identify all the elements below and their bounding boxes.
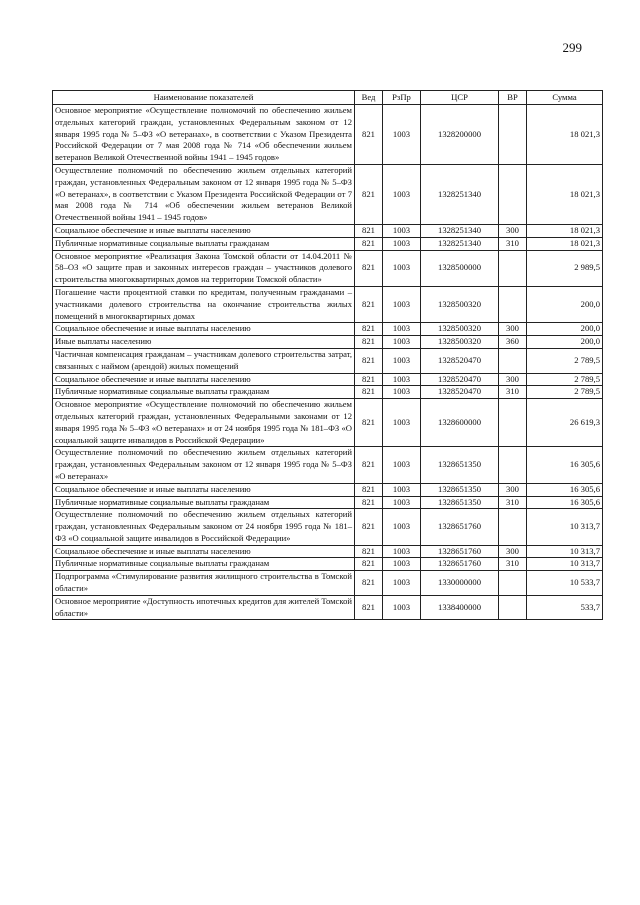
cell-rzpr: 1003	[383, 496, 421, 509]
table-body	[53, 105, 603, 620]
cell-sum: 16 305,6	[527, 447, 603, 483]
cell-ved: 821	[355, 373, 383, 386]
cell-csr: 1328651350	[421, 496, 499, 509]
cell-rzpr: 1003	[383, 483, 421, 496]
cell-csr: 1328500000	[421, 250, 499, 286]
cell-csr: 1328251340	[421, 224, 499, 237]
cell-name: Социальное обеспечение и иные выплаты населению	[53, 224, 355, 237]
cell-sum: 26 619,3	[527, 399, 603, 447]
cell-sum: 2 789,5	[527, 348, 603, 373]
cell-rzpr: 1003	[383, 595, 421, 620]
header-csr: ЦСР	[421, 91, 499, 105]
cell-sum: 533,7	[527, 595, 603, 620]
cell-ved: 821	[355, 286, 383, 322]
cell-sum: 16 305,6	[527, 496, 603, 509]
cell-csr: 1328600000	[421, 399, 499, 447]
cell-name: Публичные нормативные социальные выплаты гражданам	[53, 237, 355, 250]
cell-sum: 2 789,5	[527, 386, 603, 399]
cell-sum: 200,0	[527, 323, 603, 336]
cell-ved: 821	[355, 105, 383, 165]
table-row	[53, 483, 603, 496]
table-row	[53, 105, 603, 165]
cell-ved: 821	[355, 164, 383, 224]
cell-ved: 821	[355, 323, 383, 336]
cell-vr: 300	[499, 373, 527, 386]
table-row	[53, 237, 603, 250]
cell-name: Осуществление полномочий по обеспечению жильем отдельных категорий граждан, установленных Федеральным законом от 12 января 1995 года № 5–ФЗ «О ветеранах», в соответствии с Указом Президента Российской Федерации от 7 мая 2008 года № 714 «Об обеспечении жильем ветеранов Великой Отечественной войны 1941 – 1945 годов»	[53, 164, 355, 224]
cell-name: Основное мероприятие «Реализация Закона Томской области от 14.04.2011 № 58–ОЗ «О защите прав и законных интересов граждан – участников долевого строительства многоквартирных домов на территории Томской области»	[53, 250, 355, 286]
cell-vr	[499, 571, 527, 596]
cell-ved: 821	[355, 399, 383, 447]
cell-sum: 10 313,7	[527, 509, 603, 545]
cell-sum: 200,0	[527, 336, 603, 349]
cell-csr: 1338400000	[421, 595, 499, 620]
cell-rzpr: 1003	[383, 509, 421, 545]
budget-table	[52, 90, 603, 620]
cell-name: Социальное обеспечение и иные выплаты населению	[53, 545, 355, 558]
cell-vr	[499, 164, 527, 224]
cell-rzpr: 1003	[383, 250, 421, 286]
cell-name: Осуществление полномочий по обеспечению жильем отдельных категорий граждан, установленных Федеральным законом от 24 ноября 1995 года № 181–ФЗ «О социальной защите инвалидов в Российской Федерации»	[53, 509, 355, 545]
page-number: 299	[562, 40, 582, 55]
cell-csr: 1328500320	[421, 323, 499, 336]
cell-csr: 1328520470	[421, 373, 499, 386]
cell-name: Социальное обеспечение и иные выплаты населению	[53, 483, 355, 496]
cell-name: Иные выплаты населению	[53, 336, 355, 349]
cell-ved: 821	[355, 224, 383, 237]
header-vr: ВР	[499, 91, 527, 105]
cell-sum: 10 533,7	[527, 571, 603, 596]
cell-sum: 10 313,7	[527, 545, 603, 558]
cell-name: Публичные нормативные социальные выплаты гражданам	[53, 558, 355, 571]
cell-name: Осуществление полномочий по обеспечению жильем отдельных категорий граждан, установленных Федеральным законом от 12 января 1995 года № 5–ФЗ «О ветеранах»	[53, 447, 355, 483]
cell-ved: 821	[355, 545, 383, 558]
table-row	[53, 447, 603, 483]
cell-sum: 2 989,5	[527, 250, 603, 286]
table-row	[53, 496, 603, 509]
cell-rzpr: 1003	[383, 224, 421, 237]
cell-rzpr: 1003	[383, 286, 421, 322]
cell-csr: 1328500320	[421, 286, 499, 322]
cell-ved: 821	[355, 483, 383, 496]
cell-sum: 18 021,3	[527, 224, 603, 237]
cell-vr: 310	[499, 237, 527, 250]
cell-rzpr: 1003	[383, 386, 421, 399]
cell-vr: 310	[499, 496, 527, 509]
cell-ved: 821	[355, 558, 383, 571]
table-row	[53, 164, 603, 224]
cell-csr: 1328520470	[421, 386, 499, 399]
table-row	[53, 509, 603, 545]
table-row	[53, 571, 603, 596]
cell-sum: 16 305,6	[527, 483, 603, 496]
cell-vr	[499, 286, 527, 322]
cell-vr	[499, 399, 527, 447]
cell-ved: 821	[355, 447, 383, 483]
table-row	[53, 386, 603, 399]
cell-name: Подпрограмма «Стимулирование развития жилищного строительства в Томской области»	[53, 571, 355, 596]
cell-vr	[499, 509, 527, 545]
header-ved: Вед	[355, 91, 383, 105]
table-row	[53, 348, 603, 373]
cell-vr	[499, 447, 527, 483]
cell-csr: 1328251340	[421, 164, 499, 224]
cell-ved: 821	[355, 348, 383, 373]
table-row	[53, 250, 603, 286]
table-row	[53, 595, 603, 620]
cell-name: Социальное обеспечение и иные выплаты населению	[53, 323, 355, 336]
cell-rzpr: 1003	[383, 105, 421, 165]
cell-rzpr: 1003	[383, 545, 421, 558]
cell-rzpr: 1003	[383, 323, 421, 336]
cell-name: Социальное обеспечение и иные выплаты населению	[53, 373, 355, 386]
cell-ved: 821	[355, 386, 383, 399]
cell-ved: 821	[355, 595, 383, 620]
cell-rzpr: 1003	[383, 373, 421, 386]
cell-ved: 821	[355, 237, 383, 250]
cell-sum: 18 021,3	[527, 237, 603, 250]
cell-rzpr: 1003	[383, 399, 421, 447]
cell-ved: 821	[355, 496, 383, 509]
table-row	[53, 373, 603, 386]
cell-vr	[499, 595, 527, 620]
header-sum: Сумма	[527, 91, 603, 105]
cell-csr: 1328651760	[421, 545, 499, 558]
table-row	[53, 545, 603, 558]
cell-csr: 1328651760	[421, 558, 499, 571]
cell-csr: 1328200000	[421, 105, 499, 165]
table-row	[53, 286, 603, 322]
cell-csr: 1328251340	[421, 237, 499, 250]
cell-rzpr: 1003	[383, 348, 421, 373]
cell-csr: 1328651350	[421, 483, 499, 496]
table-row	[53, 399, 603, 447]
cell-rzpr: 1003	[383, 447, 421, 483]
table-header-row	[53, 91, 603, 105]
cell-csr: 1328651350	[421, 447, 499, 483]
cell-rzpr: 1003	[383, 558, 421, 571]
cell-name: Публичные нормативные социальные выплаты гражданам	[53, 496, 355, 509]
cell-rzpr: 1003	[383, 571, 421, 596]
cell-name: Публичные нормативные социальные выплаты гражданам	[53, 386, 355, 399]
cell-name: Основное мероприятие «Доступность ипотечных кредитов для жителей Томской области»	[53, 595, 355, 620]
cell-sum: 200,0	[527, 286, 603, 322]
header-rzpr: РзПр	[383, 91, 421, 105]
cell-vr: 300	[499, 545, 527, 558]
table-row	[53, 323, 603, 336]
table-row	[53, 558, 603, 571]
cell-vr: 300	[499, 224, 527, 237]
header-name: Наименование показателей	[53, 91, 355, 105]
table-row	[53, 224, 603, 237]
cell-vr: 300	[499, 483, 527, 496]
cell-csr: 1330000000	[421, 571, 499, 596]
table-row	[53, 336, 603, 349]
cell-name: Частичная компенсация гражданам – участникам долевого строительства затрат, связанных с наймом (арендой) жилых помещений	[53, 348, 355, 373]
cell-vr	[499, 348, 527, 373]
cell-sum: 10 313,7	[527, 558, 603, 571]
cell-vr: 300	[499, 323, 527, 336]
cell-ved: 821	[355, 509, 383, 545]
cell-name: Основное мероприятие «Осуществление полномочий по обеспечению жильем отдельных категорий граждан, установленных Федеральным законом от 12 января 1995 года № 5–ФЗ «О ветеранах», в соответствии с Указом Президента Российской Федерации от 7 мая 2008 года № 714 «Об обеспечении жильем ветеранов Великой Отечественной войны 1941 – 1945 годов»	[53, 105, 355, 165]
cell-csr: 1328520470	[421, 348, 499, 373]
cell-name: Основное мероприятие «Осуществление полномочий по обеспечению жильем отдельных категорий граждан, установленных Федеральными законами от 12 января 1995 года № 5–ФЗ «О ветеранах» и от 24 ноября 1995 года № 181–ФЗ «О социальной защите инвалидов в Российской Федерации»	[53, 399, 355, 447]
cell-csr: 1328651760	[421, 509, 499, 545]
cell-vr: 360	[499, 336, 527, 349]
cell-vr: 310	[499, 558, 527, 571]
cell-vr	[499, 250, 527, 286]
cell-vr: 310	[499, 386, 527, 399]
cell-ved: 821	[355, 250, 383, 286]
cell-vr	[499, 105, 527, 165]
cell-sum: 18 021,3	[527, 105, 603, 165]
cell-sum: 18 021,3	[527, 164, 603, 224]
cell-csr: 1328500320	[421, 336, 499, 349]
cell-rzpr: 1003	[383, 237, 421, 250]
cell-ved: 821	[355, 336, 383, 349]
cell-rzpr: 1003	[383, 164, 421, 224]
cell-ved: 821	[355, 571, 383, 596]
cell-name: Погашение части процентной ставки по кредитам, полученным гражданами – участниками долевого строительства на окончание строительства жилых помещений в многоквартирных домах	[53, 286, 355, 322]
cell-sum: 2 789,5	[527, 373, 603, 386]
cell-rzpr: 1003	[383, 336, 421, 349]
